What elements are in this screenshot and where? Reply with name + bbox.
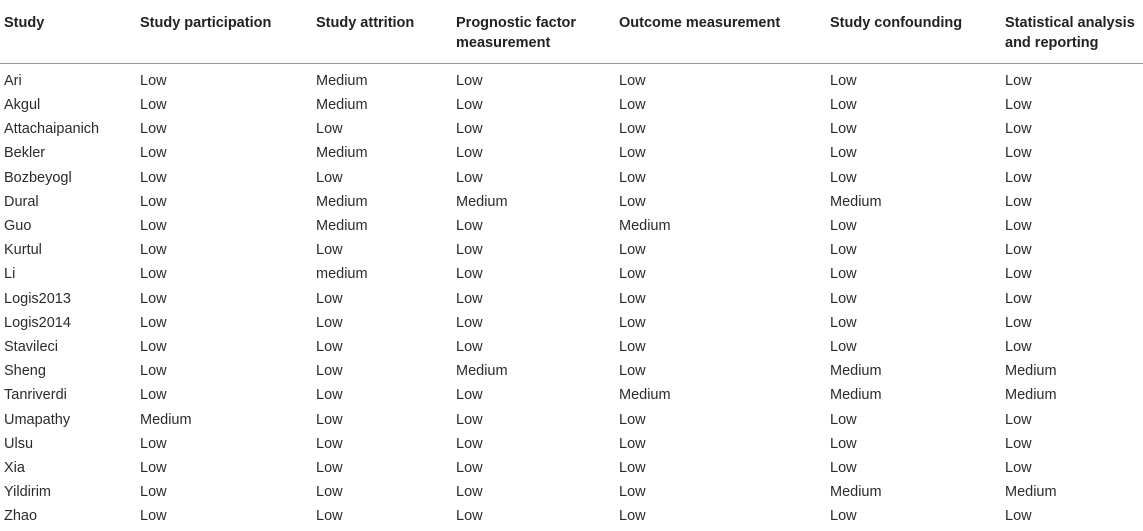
- table-row: [0, 238, 1143, 262]
- study-attrition-cell: Low: [316, 242, 343, 259]
- prognostic-factor-cell: Low: [456, 435, 483, 452]
- prognostic-factor-cell: Low: [456, 484, 483, 501]
- outcome-measurement-cell: Low: [619, 290, 646, 307]
- header-study: Study: [4, 15, 45, 31]
- study-participation-cell: Low: [140, 97, 167, 114]
- study-name-cell: Bozbeyogl: [4, 169, 72, 186]
- table-row: [0, 190, 1143, 214]
- study-name-cell: Xia: [4, 459, 25, 476]
- header-study-confounding: Study confounding: [830, 15, 963, 31]
- study-name-cell: Sheng: [4, 363, 46, 380]
- prognostic-factor-cell: Low: [456, 121, 483, 138]
- statistical-analysis-cell: Low: [1005, 169, 1032, 186]
- study-name-cell: Ari: [4, 73, 22, 90]
- table-header: [0, 0, 1143, 63]
- outcome-measurement-cell: Medium: [619, 218, 671, 235]
- study-attrition-cell: Medium: [316, 97, 368, 114]
- statistical-analysis-cell: Low: [1005, 97, 1032, 114]
- study-participation-cell: Low: [140, 508, 167, 525]
- study-attrition-cell: Medium: [316, 218, 368, 235]
- table-row: [0, 407, 1143, 431]
- outcome-measurement-cell: Low: [619, 314, 646, 331]
- header-statistical-analysis: Statistical analysis and reporting: [1005, 15, 1135, 51]
- study-attrition-cell: Low: [316, 459, 343, 476]
- study-confounding-cell: Low: [830, 242, 857, 259]
- study-participation-cell: Low: [140, 218, 167, 235]
- study-confounding-cell: Low: [830, 435, 857, 452]
- study-attrition-cell: Low: [316, 314, 343, 331]
- study-attrition-cell: Low: [316, 363, 343, 380]
- study-attrition-cell: Low: [316, 290, 343, 307]
- study-participation-cell: Low: [140, 435, 167, 452]
- outcome-measurement-cell: Low: [619, 145, 646, 162]
- table-row: [0, 456, 1143, 480]
- outcome-measurement-cell: Low: [619, 363, 646, 380]
- study-participation-cell: Low: [140, 387, 167, 404]
- statistical-analysis-cell: Low: [1005, 193, 1032, 210]
- statistical-analysis-cell: Low: [1005, 266, 1032, 283]
- table-row: [0, 480, 1143, 504]
- study-attrition-cell: Medium: [316, 73, 368, 90]
- prognostic-factor-cell: Low: [456, 97, 483, 114]
- table-row: [0, 262, 1143, 286]
- study-attrition-cell: medium: [316, 266, 368, 283]
- prognostic-factor-cell: Medium: [456, 363, 508, 380]
- study-confounding-cell: Medium: [830, 387, 882, 404]
- statistical-analysis-cell: Low: [1005, 218, 1032, 235]
- table-row: [0, 287, 1143, 311]
- outcome-measurement-cell: Low: [619, 435, 646, 452]
- table-row: [0, 335, 1143, 359]
- study-confounding-cell: Low: [830, 73, 857, 90]
- prognostic-factor-cell: Low: [456, 314, 483, 331]
- outcome-measurement-cell: Low: [619, 121, 646, 138]
- study-confounding-cell: Low: [830, 266, 857, 283]
- study-confounding-cell: Low: [830, 169, 857, 186]
- table-row: [0, 214, 1143, 238]
- study-confounding-cell: Low: [830, 121, 857, 138]
- table-row: [0, 311, 1143, 335]
- prognostic-factor-cell: Medium: [456, 193, 508, 210]
- outcome-measurement-cell: Low: [619, 266, 646, 283]
- outcome-measurement-cell: Low: [619, 411, 646, 428]
- study-participation-cell: Low: [140, 459, 167, 476]
- study-participation-cell: Low: [140, 121, 167, 138]
- study-attrition-cell: Medium: [316, 193, 368, 210]
- header-study-attrition: Study attrition: [316, 15, 415, 31]
- outcome-measurement-cell: Low: [619, 484, 646, 501]
- prognostic-factor-cell: Low: [456, 387, 483, 404]
- study-participation-cell: Low: [140, 266, 167, 283]
- outcome-measurement-cell: Medium: [619, 387, 671, 404]
- study-name-cell: Bekler: [4, 145, 46, 162]
- prognostic-factor-cell: Low: [456, 508, 483, 525]
- header-row: [0, 0, 1143, 63]
- study-name-cell: Zhao: [4, 508, 38, 525]
- statistical-analysis-cell: Low: [1005, 242, 1032, 259]
- prognostic-factor-cell: Low: [456, 218, 483, 235]
- statistical-analysis-cell: Medium: [1005, 387, 1057, 404]
- study-confounding-cell: Low: [830, 290, 857, 307]
- study-participation-cell: Low: [140, 193, 167, 210]
- statistical-analysis-cell: Low: [1005, 314, 1032, 331]
- outcome-measurement-cell: Low: [619, 193, 646, 210]
- statistical-analysis-cell: Low: [1005, 338, 1032, 355]
- table-row: [0, 432, 1143, 456]
- study-confounding-cell: Low: [830, 314, 857, 331]
- table-row: [0, 93, 1143, 117]
- study-name-cell: Dural: [4, 193, 39, 210]
- study-confounding-cell: Low: [830, 508, 857, 525]
- statistical-analysis-cell: Low: [1005, 145, 1032, 162]
- table-row: [0, 166, 1143, 190]
- study-name-cell: Guo: [4, 218, 32, 235]
- statistical-analysis-cell: Low: [1005, 435, 1032, 452]
- prognostic-factor-cell: Low: [456, 73, 483, 90]
- study-name-cell: Ulsu: [4, 435, 34, 452]
- table-body: [0, 63, 1143, 528]
- outcome-measurement-cell: Low: [619, 459, 646, 476]
- study-confounding-cell: Low: [830, 338, 857, 355]
- study-name-cell: Yildirim: [4, 484, 51, 501]
- study-attrition-cell: Low: [316, 435, 343, 452]
- study-name-cell: Umapathy: [4, 411, 71, 428]
- study-confounding-cell: Medium: [830, 193, 882, 210]
- outcome-measurement-cell: Low: [619, 338, 646, 355]
- study-confounding-cell: Medium: [830, 484, 882, 501]
- study-confounding-cell: Medium: [830, 363, 882, 380]
- study-attrition-cell: Low: [316, 387, 343, 404]
- prognostic-factor-cell: Low: [456, 290, 483, 307]
- header-study-participation: Study participation: [140, 15, 272, 31]
- statistical-analysis-cell: Low: [1005, 411, 1032, 428]
- study-name-cell: Logis2014: [4, 314, 71, 331]
- study-confounding-cell: Low: [830, 411, 857, 428]
- outcome-measurement-cell: Low: [619, 73, 646, 90]
- study-participation-cell: Low: [140, 484, 167, 501]
- prognostic-factor-cell: Low: [456, 145, 483, 162]
- study-participation-cell: Low: [140, 290, 167, 307]
- table-row: [0, 63, 1143, 93]
- outcome-measurement-cell: Low: [619, 242, 646, 259]
- table-row: [0, 141, 1143, 165]
- study-confounding-cell: Low: [830, 97, 857, 114]
- outcome-measurement-cell: Low: [619, 97, 646, 114]
- prognostic-factor-cell: Low: [456, 411, 483, 428]
- statistical-analysis-cell: Low: [1005, 290, 1032, 307]
- study-confounding-cell: Low: [830, 218, 857, 235]
- study-attrition-cell: Low: [316, 121, 343, 138]
- study-participation-cell: Low: [140, 314, 167, 331]
- table-row: [0, 117, 1143, 141]
- study-name-cell: Logis2013: [4, 290, 71, 307]
- statistical-analysis-cell: Medium: [1005, 363, 1057, 380]
- statistical-analysis-cell: Low: [1005, 459, 1032, 476]
- study-name-cell: Li: [4, 266, 16, 283]
- study-attrition-cell: Low: [316, 484, 343, 501]
- study-participation-cell: Low: [140, 242, 167, 259]
- study-attrition-cell: Low: [316, 508, 343, 525]
- study-name-cell: Attachaipanich: [4, 121, 100, 138]
- outcome-measurement-cell: Low: [619, 508, 646, 525]
- study-confounding-cell: Low: [830, 145, 857, 162]
- outcome-measurement-cell: Low: [619, 169, 646, 186]
- study-participation-cell: Medium: [140, 411, 192, 428]
- prognostic-factor-cell: Low: [456, 169, 483, 186]
- study-name-cell: Tanriverdi: [4, 387, 67, 404]
- study-attrition-cell: Low: [316, 169, 343, 186]
- study-name-cell: Akgul: [4, 97, 41, 114]
- statistical-analysis-cell: Low: [1005, 121, 1032, 138]
- study-participation-cell: Low: [140, 338, 167, 355]
- statistical-analysis-cell: Low: [1005, 73, 1032, 90]
- statistical-analysis-cell: Medium: [1005, 484, 1057, 501]
- study-name-cell: Kurtul: [4, 242, 42, 259]
- study-attrition-cell: Low: [316, 338, 343, 355]
- prognostic-factor-cell: Low: [456, 242, 483, 259]
- table-row: [0, 504, 1143, 528]
- study-confounding-cell: Low: [830, 459, 857, 476]
- study-participation-cell: Low: [140, 169, 167, 186]
- prognostic-factor-cell: Low: [456, 266, 483, 283]
- study-participation-cell: Low: [140, 145, 167, 162]
- prognostic-factor-cell: Low: [456, 338, 483, 355]
- study-name-cell: Stavileci: [4, 338, 58, 355]
- header-outcome-measurement: Outcome measurement: [619, 15, 781, 31]
- study-attrition-cell: Low: [316, 411, 343, 428]
- statistical-analysis-cell: Low: [1005, 508, 1032, 525]
- study-participation-cell: Low: [140, 73, 167, 90]
- table-row: [0, 359, 1143, 383]
- study-participation-cell: Low: [140, 363, 167, 380]
- prognostic-factor-cell: Low: [456, 459, 483, 476]
- study-attrition-cell: Medium: [316, 145, 368, 162]
- table-row: [0, 383, 1143, 407]
- header-prognostic-factor-measurement: Prognostic factor measurement: [456, 15, 577, 51]
